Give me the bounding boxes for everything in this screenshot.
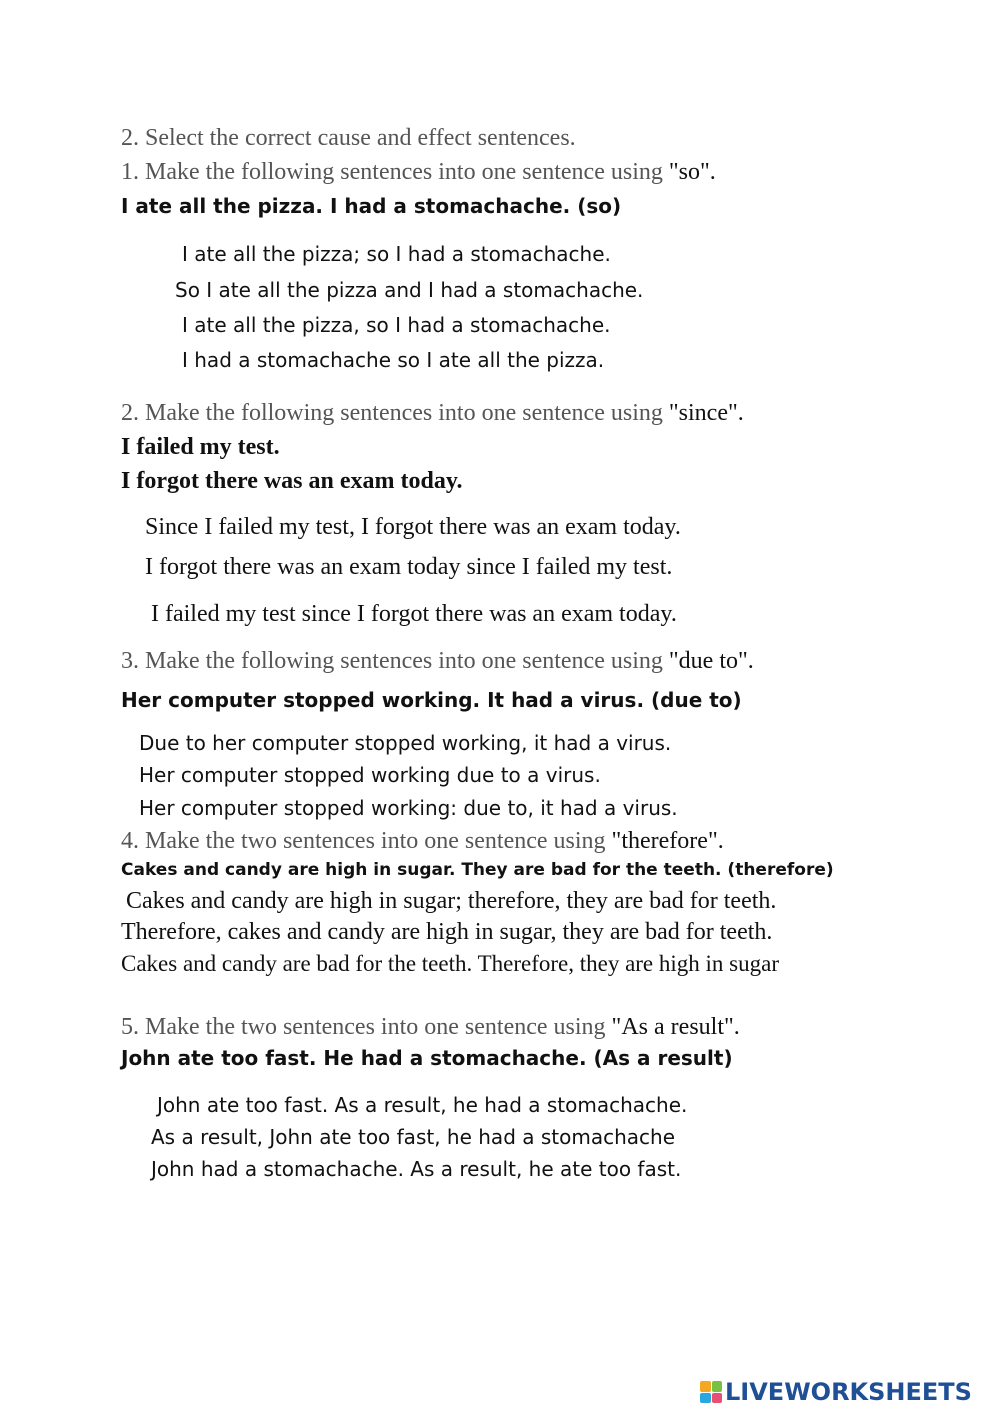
liveworksheets-brand[interactable] — [700, 1380, 972, 1404]
liveworksheets-logo-icon — [700, 1381, 722, 1403]
question-4-prompt: Cakes and candy are high in sugar. They are bad for the teeth. (therefore) — [121, 860, 834, 880]
question-3-keyword: "due to". — [668, 648, 754, 674]
question-5-option-1[interactable]: John ate too fast. As a result, he had a stomachache. — [157, 1093, 688, 1117]
question-3-option-1[interactable]: Due to her computer stopped working, it had a virus. — [139, 731, 672, 755]
question-1-instruction — [121, 160, 716, 184]
question-3-prompt: Her computer stopped working. It had a virus. (due to) — [121, 688, 742, 712]
question-1-option-4[interactable]: I had a stomachache so I ate all the pizza. — [182, 348, 605, 372]
question-4-keyword: "therefore". — [611, 828, 724, 854]
question-4-option-2[interactable]: Therefore, cakes and candy are high in sugar, they are bad for teeth. — [121, 919, 773, 945]
question-4-option-3[interactable]: Cakes and candy are bad for the teeth. Therefore, they are high in sugar — [121, 951, 779, 976]
question-1-option-2[interactable]: So I ate all the pizza and I had a stomachache. — [175, 278, 644, 302]
question-2-instruction — [121, 401, 744, 425]
question-3-instruction-text: 3. Make the following sentences into one sentence using — [121, 648, 663, 674]
question-4-option-1[interactable]: Cakes and candy are high in sugar; therefore, they are bad for teeth. — [126, 888, 777, 914]
question-5-instruction — [121, 1015, 740, 1039]
question-2-instruction-text: 2. Make the following sentences into one sentence using — [121, 400, 663, 426]
worksheet-title: 2. Select the correct cause and effect sentences. — [121, 125, 576, 151]
question-1-prompt: I ate all the pizza. I had a stomachache. (so) — [121, 194, 622, 218]
question-5-instruction-text: 5. Make the two sentences into one sentence using — [121, 1014, 606, 1040]
logo-square-1 — [700, 1381, 711, 1392]
question-5-option-3[interactable]: John had a stomachache. As a result, he ate too fast. — [151, 1157, 682, 1181]
logo-square-4 — [712, 1393, 723, 1404]
question-5-option-2[interactable]: As a result, John ate too fast, he had a stomachache — [151, 1125, 675, 1149]
question-2-option-2[interactable]: I forgot there was an exam today since I failed my test. — [145, 554, 673, 580]
logo-square-2 — [712, 1381, 723, 1392]
question-1-instruction-text: 1. Make the following sentences into one sentence using — [121, 159, 663, 185]
question-2-option-3[interactable]: I failed my test since I forgot there was an exam today. — [151, 601, 677, 627]
question-2-prompt-line-2: I forgot there was an exam today. — [121, 468, 463, 494]
question-3-instruction — [121, 649, 754, 673]
question-1-option-3[interactable]: I ate all the pizza, so I had a stomachache. — [182, 313, 611, 337]
question-1-option-1[interactable]: I ate all the pizza; so I had a stomachache. — [182, 242, 611, 266]
question-1-keyword: "so". — [668, 159, 716, 185]
question-2-keyword: "since". — [668, 400, 744, 426]
liveworksheets-brand-text: LIVEWORKSHEETS — [725, 1378, 972, 1406]
question-2-option-1[interactable]: Since I failed my test, I forgot there was an exam today. — [145, 514, 681, 540]
question-3-option-3[interactable]: Her computer stopped working: due to, it had a virus. — [139, 796, 678, 820]
question-3-option-2[interactable]: Her computer stopped working due to a virus. — [139, 763, 601, 787]
question-4-instruction-text: 4. Make the two sentences into one sentence using — [121, 828, 606, 854]
logo-square-3 — [700, 1393, 711, 1404]
question-5-keyword: "As a result". — [611, 1014, 740, 1040]
question-5-prompt: John ate too fast. He had a stomachache. (As a result) — [121, 1046, 733, 1070]
question-2-prompt-line-1: I failed my test. — [121, 434, 280, 460]
question-4-instruction — [121, 829, 724, 853]
